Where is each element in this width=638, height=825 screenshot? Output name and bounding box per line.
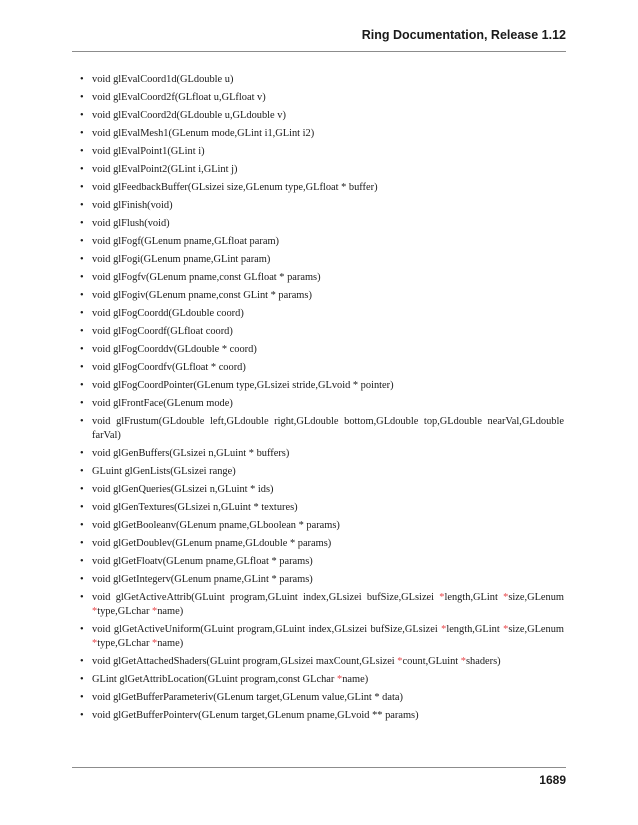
- list-item: [80, 397, 564, 411]
- pointer-marker: *: [441, 624, 447, 635]
- bullet-icon: •: [80, 200, 84, 211]
- function-signature: void glEvalCoord1d(GLdouble u): [92, 74, 234, 85]
- list-item: [80, 483, 564, 497]
- function-signature: void glGenQueries(GLsizei n,GLuint * ids): [92, 484, 274, 495]
- list-item: [80, 181, 564, 195]
- bullet-icon: •: [80, 344, 84, 355]
- list-item: [80, 73, 564, 87]
- function-signature: void glGetFloatv(GLenum pname,GLfloat * params): [92, 556, 313, 567]
- function-signature: void glEvalMesh1(GLenum mode,GLint i1,GLint i2): [92, 128, 315, 139]
- function-signature: void glFrustum(GLdouble left,GLdouble right,GLdouble bottom,GLdouble top,GLdouble nearVal,GLdouble farVal): [92, 416, 564, 441]
- function-signature: void glGetBufferPointerv(GLenum target,GLenum pname,GLvoid ** params): [92, 710, 419, 721]
- pointer-marker: *: [336, 674, 343, 685]
- list-item: [80, 109, 564, 123]
- list-item: [80, 519, 564, 533]
- function-signature: void glFogCoordd(GLdouble coord): [92, 308, 244, 319]
- function-signature: void glFogCoorddv(GLdouble * coord): [92, 344, 257, 355]
- pointer-marker: *: [503, 592, 509, 603]
- bullet-icon: •: [80, 398, 84, 409]
- function-signature-part: shaders): [466, 656, 501, 667]
- bullet-icon: •: [80, 362, 84, 373]
- pointer-marker: *: [397, 656, 403, 667]
- bullet-icon: •: [80, 592, 84, 603]
- function-signature: void glFeedbackBuffer(GLsizei size,GLenum type,GLfloat * buffer): [92, 182, 378, 193]
- bullet-icon: •: [80, 272, 84, 283]
- function-signature-part: length,GLint: [446, 624, 504, 635]
- function-signature: GLuint glGenLists(GLsizei range): [92, 466, 236, 477]
- list-item: [80, 465, 564, 479]
- function-signature: void glGenBuffers(GLsizei n,GLuint * buffers): [92, 448, 290, 459]
- function-signature: void glFogCoordf(GLfloat coord): [92, 326, 233, 337]
- function-signature: void glGetBooleanv(GLenum pname,GLboolean * params): [92, 520, 340, 531]
- function-signature: void glGetBufferParameteriv(GLenum target,GLenum value,GLint * data): [92, 692, 403, 703]
- footer-divider: [72, 767, 566, 768]
- list-item: [80, 537, 564, 551]
- function-signature-part: GLint glGetAttribLocation(GLuint program,const GLchar: [92, 674, 337, 685]
- list-item: [80, 591, 564, 619]
- bullet-icon: •: [80, 218, 84, 229]
- list-item: [80, 91, 564, 105]
- bullet-icon: •: [80, 502, 84, 513]
- function-signature: void glFlush(void): [92, 218, 170, 229]
- bullet-icon: •: [80, 710, 84, 721]
- bullet-icon: •: [80, 556, 84, 567]
- function-signature: void glEvalCoord2d(GLdouble u,GLdouble v): [92, 110, 286, 121]
- function-signature: void glEvalPoint2(GLint i,GLint j): [92, 164, 238, 175]
- list-item: [80, 307, 564, 321]
- bullet-icon: •: [80, 236, 84, 247]
- list-item: [80, 145, 564, 159]
- function-signature-part: type,GLchar: [97, 638, 153, 649]
- pointer-marker: *: [152, 606, 158, 617]
- bullet-icon: •: [80, 574, 84, 585]
- function-signature: void glGetIntegerv(GLenum pname,GLint * params): [92, 574, 313, 585]
- list-item: [80, 127, 564, 141]
- function-signature-part: void glGetActiveUniform(GLuint program,GLuint index,GLsizei bufSize,GLsizei: [92, 624, 442, 635]
- bullet-icon: •: [80, 656, 84, 667]
- pointer-marker: *: [460, 656, 466, 667]
- header-divider: [72, 51, 566, 52]
- pointer-marker: *: [92, 638, 98, 649]
- bullet-icon: •: [80, 110, 84, 121]
- bullet-icon: •: [80, 290, 84, 301]
- running-header: [72, 28, 566, 42]
- list-item: [80, 289, 564, 303]
- list-item: [80, 271, 564, 285]
- list-item: [80, 163, 564, 177]
- bullet-icon: •: [80, 538, 84, 549]
- bullet-icon: •: [80, 692, 84, 703]
- function-list: [80, 73, 564, 727]
- function-signature: void glFogCoordPointer(GLenum type,GLsizei stride,GLvoid * pointer): [92, 380, 394, 391]
- bullet-icon: •: [80, 182, 84, 193]
- bullet-icon: •: [80, 92, 84, 103]
- function-signature-part: size,GLenum: [508, 592, 564, 603]
- pointer-marker: *: [439, 592, 445, 603]
- function-signature-part: name): [157, 638, 184, 649]
- function-signature: void glFinish(void): [92, 200, 173, 211]
- list-item: [80, 235, 564, 249]
- list-item: [80, 379, 564, 393]
- function-signature: void glGetDoublev(GLenum pname,GLdouble * params): [92, 538, 332, 549]
- bullet-icon: •: [80, 380, 84, 391]
- list-item: [80, 447, 564, 461]
- list-item: [80, 709, 564, 723]
- function-signature: void glEvalPoint1(GLint i): [92, 146, 205, 157]
- function-signature: void glFogi(GLenum pname,GLint param): [92, 254, 271, 265]
- list-item: [80, 555, 564, 569]
- bullet-icon: •: [80, 164, 84, 175]
- function-signature-part: length,GLint: [444, 592, 504, 603]
- list-item: [80, 673, 564, 687]
- function-signature: void glEvalCoord2f(GLfloat u,GLfloat v): [92, 92, 266, 103]
- function-signature-part: type,GLchar: [97, 606, 153, 617]
- function-signature: void glFogiv(GLenum pname,const GLint * params): [92, 290, 312, 301]
- list-item: [80, 501, 564, 515]
- list-item: [80, 253, 564, 267]
- bullet-icon: •: [80, 448, 84, 459]
- function-signature-part: count,GLuint: [402, 656, 461, 667]
- list-item: [80, 343, 564, 357]
- bullet-icon: •: [80, 254, 84, 265]
- bullet-icon: •: [80, 308, 84, 319]
- list-item: [80, 655, 564, 669]
- function-signature-part: size,GLenum: [508, 624, 564, 635]
- pointer-marker: *: [152, 638, 158, 649]
- function-signature: void glGenTextures(GLsizei n,GLuint * textures): [92, 502, 298, 513]
- list-item: [80, 573, 564, 587]
- bullet-icon: •: [80, 146, 84, 157]
- bullet-icon: •: [80, 674, 84, 685]
- function-signature-part: name): [342, 674, 369, 685]
- function-signature-part: void glGetAttachedShaders(GLuint program,GLsizei maxCount,GLsizei: [92, 656, 398, 667]
- pointer-marker: *: [92, 606, 98, 617]
- list-item: [80, 361, 564, 375]
- bullet-icon: •: [80, 484, 84, 495]
- list-item: [80, 623, 564, 651]
- page-number: 1689: [539, 773, 566, 787]
- list-item: [80, 217, 564, 231]
- list-item: [80, 415, 564, 443]
- bullet-icon: •: [80, 128, 84, 139]
- list-item: [80, 325, 564, 339]
- bullet-icon: •: [80, 74, 84, 85]
- list-item: [80, 199, 564, 213]
- bullet-icon: •: [80, 466, 84, 477]
- list-item: [80, 691, 564, 705]
- function-signature: void glFogCoordfv(GLfloat * coord): [92, 362, 246, 373]
- bullet-icon: •: [80, 624, 84, 635]
- function-signature: void glFrontFace(GLenum mode): [92, 398, 233, 409]
- function-signature-part: name): [157, 606, 184, 617]
- bullet-icon: •: [80, 416, 84, 427]
- function-signature-part: void glGetActiveAttrib(GLuint program,GLuint index,GLsizei bufSize,GLsizei: [92, 592, 440, 603]
- function-signature: void glFogfv(GLenum pname,const GLfloat * params): [92, 272, 321, 283]
- pointer-marker: *: [503, 624, 509, 635]
- function-signature: void glFogf(GLenum pname,GLfloat param): [92, 236, 279, 247]
- bullet-icon: •: [80, 520, 84, 531]
- bullet-icon: •: [80, 326, 84, 337]
- document-title: Ring Documentation, Release 1.12: [361, 28, 566, 42]
